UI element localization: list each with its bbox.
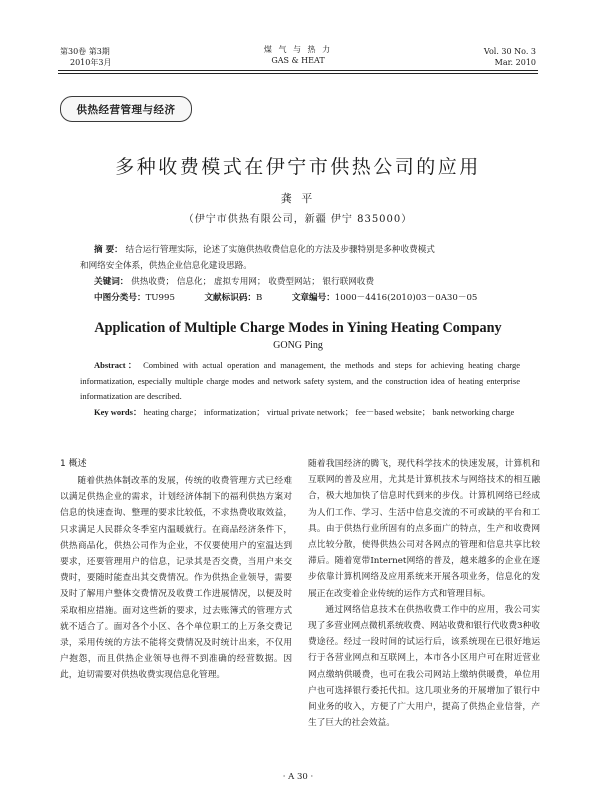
article-no-label: 文章编号： xyxy=(291,293,335,303)
title-en: Application of Multiple Charge Modes in Yining Heating Company xyxy=(94,320,502,336)
keywords-en: heating charge； informatization； virtual private network； fee－based website； bank networking charge xyxy=(143,406,515,417)
abstract-cn-text-2: 和网络安全体系，供热企业信息化建设思路。 xyxy=(80,261,252,271)
volume-issue: 第30卷 第3期 xyxy=(60,47,110,56)
clc-number: TU995 xyxy=(145,293,175,303)
keywords-cn-line xyxy=(80,274,520,290)
author-en: GONG Ping xyxy=(273,340,323,351)
column-badge: 供热经营管理与经济 xyxy=(60,96,192,122)
abstract-en-label: Abstract： xyxy=(94,360,139,370)
abstract-cn-label: 摘 要： xyxy=(94,245,123,255)
abstract-cn-line2 xyxy=(80,258,520,274)
running-header-right xyxy=(484,46,536,68)
keywords-cn-label: 关键词： xyxy=(94,277,129,287)
classification-line xyxy=(80,290,520,306)
abstract-en-paragraph xyxy=(80,358,520,405)
publication-date-en: Mar. 2010 xyxy=(494,58,536,67)
keywords-en-paragraph xyxy=(80,405,520,421)
keywords-en-label: Key words： xyxy=(94,406,142,417)
journal-name-cn: 煤 气 与 热 力 xyxy=(263,45,333,54)
body-column-right xyxy=(308,456,540,731)
affiliation-cn: （伊宁市供热有限公司，新疆 伊宁 835000） xyxy=(183,214,413,225)
abstract-en-text: Combined with actual operation and management, the methods and steps for achieving heating charge informatization, especially multiple charge modes and network safety system, and the construction idea of heating enterprise informatization are described. xyxy=(80,360,520,401)
doc-code: B xyxy=(256,293,263,303)
abstract-cn-line1 xyxy=(80,242,520,258)
abstract-en xyxy=(80,358,520,420)
clc-label: 中图分类号： xyxy=(94,293,146,303)
header-rule-bottom xyxy=(58,73,538,74)
body-paragraph-3: 通过网络信息技术在供热收费工作中的应用，我公司实现了多营业网点微机系统收费、网站收费和银行代收费3种收费途径。经过一段时间的试运行后，该系统现在已很好地运行于各营业网点和互联网上，本市各小区用户可在附近营业网点缴纳供暖费，也可在我公司网站上缴纳供暖费，单位用户也可选择银行委托代扣。这几项业务的开展增加了银行中间业务的收入，方便了广大用户，提高了供热企业信誉，产生了巨大的社会效益。 xyxy=(308,604,540,729)
journal-name-en: GAS & HEAT xyxy=(271,56,325,65)
page-number: · A 30 · xyxy=(282,772,314,782)
abstract-cn xyxy=(80,242,520,306)
title-cn: 多种收费模式在伊宁市供热公司的应用 xyxy=(115,156,481,178)
author-cn: 龚 平 xyxy=(280,192,316,205)
body-paragraph-1: 随着供热体制改革的发展，传统的收费管理方式已经难以满足供热企业的需求，计划经济体制下的福利供热方案对信息的快速查询、整理的要求比较低，不求热费收取效益，只求满足人民群众冬季室内温暖就行。在商品经济条件下，供热商品化，供热公司作为企业，不仅要使用户的室温达到要求，还要管理用户的信息，记录其是否交费，当用户来交费时，要随时能查出其交费情况。作为供热企业领导，需要及时了解用户整体交费情况及收费工作进展情况，以便及时采取相应措施。面对这些新的要求，过去账簿式的管理方式就不适合了。面对各个小区、各个单位职工的上万条交费记录，采用传统的方法不能将交费情况及时统计出来，不仅用户抱怨，而且供热企业领导也得不到准确的经营数据。因此，迫切需要对供热收费实现信息化管理。 xyxy=(60,476,292,681)
article-no: 1000－4416(2010)03－0A30－05 xyxy=(334,293,478,303)
body-column-left xyxy=(60,456,292,684)
body-paragraph-2: 随着我国经济的腾飞，现代科学技术的快速发展，计算机和互联网的普及应用，尤其是计算机技术与网络技术的相互融合，极大地加快了信息时代到来的步伐。计算机网络已经成为人们工作、学习、生活中信息交流的不可或缺的平台和工具。由于供热行业所固有的点多面广的特点，生产和收费网点比较分散，使得供热公司对各网点的管理和信息共享比较滞后。随着宽带Internet网络的普及，越来越多的企业在逐步依靠计算机网络及应用系统来开展各项业务，信息化的发展正在改变着企业传统的运作方式和管理目标。 xyxy=(308,459,540,599)
doc-code-label: 文献标识码： xyxy=(204,293,257,303)
volume-issue-en: Vol. 30 No. 3 xyxy=(483,47,536,56)
section-1-heading: 1 概述 xyxy=(60,459,87,469)
keywords-cn: 供热收费； 信息化； 虚拟专用网； 收费型网站； 银行联网收费 xyxy=(131,277,375,287)
abstract-cn-text-1: 结合运行管理实际，论述了实施供热收费信息化的方法及步骤特别是多种收费模式 xyxy=(125,245,435,255)
header-rule-top xyxy=(58,70,538,71)
publication-date: 2010年3月 xyxy=(70,58,112,67)
